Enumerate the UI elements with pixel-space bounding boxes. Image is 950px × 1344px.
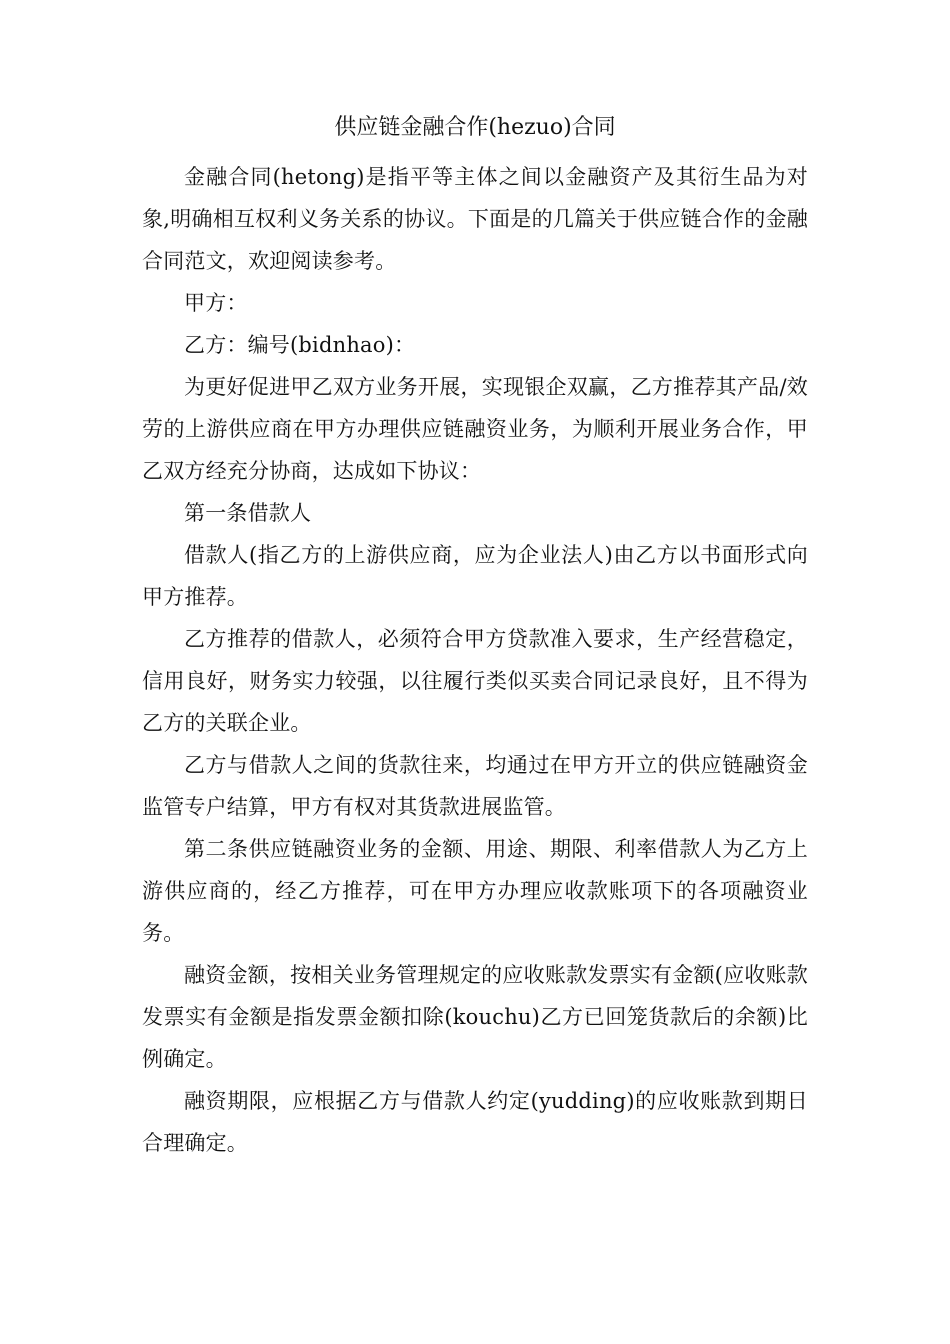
paragraph-party-a: 甲方：: [184, 291, 248, 315]
document-body: [142, 156, 808, 1164]
paragraph-financing-term: 融资期限，应根据乙方与借款人约定(yudding)的应收账款到期日合理确定。: [142, 1089, 808, 1155]
paragraph-purpose: 为更好促进甲乙双方业务开展，实现银企双赢，乙方推荐其产品/效劳的上游供应商在甲方办理供应链融资业务，为顺利开展业务合作，甲乙双方经充分协商，达成如下协议：: [142, 375, 808, 483]
article-2-paragraph: 第二条供应链融资业务的金额、用途、期限、利率借款人为乙方上游供应商的，经乙方推荐，可在甲方办理应收款账项下的各项融资业务。: [142, 837, 808, 945]
paragraph-financing-amount: 融资金额，按相关业务管理规定的应收账款发票实有金额(应收账款发票实有金额是指发票金额扣除(kouchu)乙方已回笼货款后的余额)比例确定。: [142, 963, 808, 1071]
paragraph-party-b: 乙方：编号(bidnhao)：: [184, 333, 416, 357]
paragraph-borrower-definition: 借款人(指乙方的上游供应商，应为企业法人)由乙方以书面形式向甲方推荐。: [142, 543, 808, 609]
article-1-heading: 第一条借款人: [184, 501, 312, 525]
paragraph-intro: 金融合同(hetong)是指平等主体之间以金融资产及其衍生品为对象,明确相互权利义务关系的协议。下面是的几篇关于供应链合作的金融合同范文，欢迎阅读参考。: [142, 165, 808, 273]
paragraph-borrower-requirements: 乙方推荐的借款人，必须符合甲方贷款准入要求，生产经营稳定，信用良好，财务实力较强，以往履行类似买卖合同记录良好，且不得为乙方的关联企业。: [142, 627, 808, 735]
document-title: 供应链金融合作(hezuo)合同: [334, 115, 616, 140]
paragraph-payment-supervision: 乙方与借款人之间的货款往来，均通过在甲方开立的供应链融资金监管专户结算，甲方有权对其货款进展监管。: [142, 753, 808, 819]
